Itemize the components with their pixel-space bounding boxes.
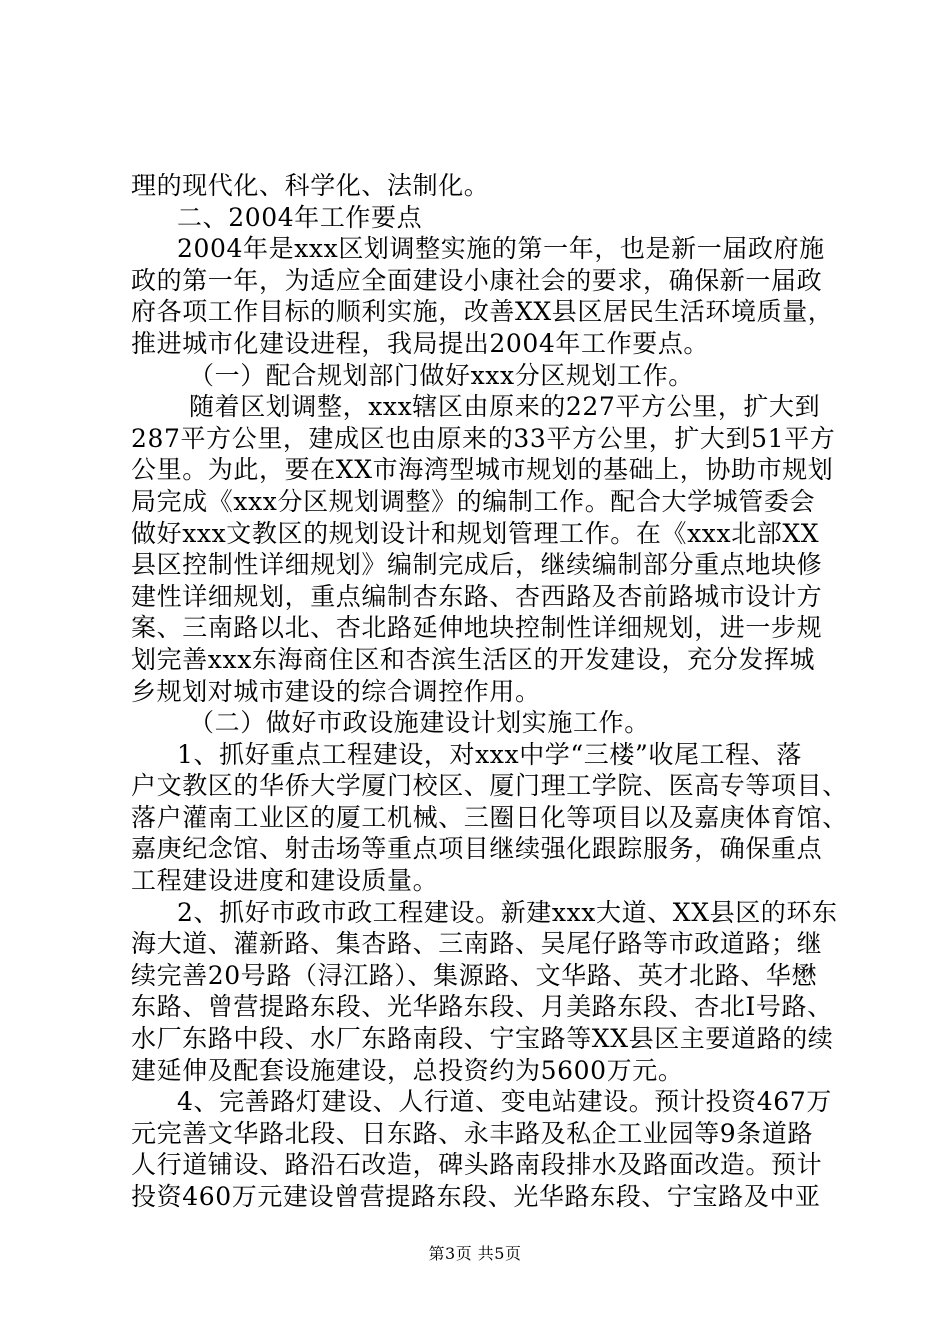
- text-line: 县区控制性详细规划》编制完成后，继续编制部分重点地块修: [131, 550, 823, 580]
- text-line: 政的第一年，为适应全面建设小康社会的要求，确保新一届政: [131, 265, 823, 295]
- text-line: 随着区划调整，xxx辖区由原来的227平方公里，扩大到: [189, 392, 821, 422]
- text-line: 人行道铺设、路沿石改造，碑头路南段排水及路面改造。预计: [131, 1150, 823, 1180]
- text-line: 建性详细规划，重点编制杏东路、杏西路及杏前路城市设计方: [131, 581, 823, 611]
- text-line: 投资460万元建设曾营提路东段、光华路东段、宁宝路及中亚: [131, 1182, 821, 1211]
- text-line: 府各项工作目标的顺利实施，改善XX县区居民生活环境质量，: [131, 297, 834, 327]
- text-line: 工程建设进度和建设质量。: [131, 866, 439, 896]
- page-footer: 第3页 共5页: [428, 1244, 522, 1263]
- text-line: （二）做好市政设施建设计划实施工作。: [189, 708, 650, 738]
- text-line: 嘉庚纪念馆、射击场等重点项目继续强化跟踪服务，确保重点: [131, 834, 823, 864]
- text-line: 水厂东路中段、水厂东路南段、宁宝路等XX县区主要道路的续: [131, 1024, 834, 1054]
- document-body: [131, 170, 848, 1213]
- text-line: 4、完善路灯建设、人行道、变电站建设。预计投资467万: [177, 1087, 832, 1117]
- text-line: 2004年是xxx区划调整实施的第一年，也是新一届政府施: [177, 234, 825, 264]
- text-line: 做好xxx文教区的规划设计和规划管理工作。在《xxx北部XX: [131, 518, 820, 548]
- text-line: 户文教区的华侨大学厦门校区、厦门理工学院、医高专等项目、: [131, 771, 848, 801]
- text-line: 落户灌南工业区的厦工机械、三圈日化等项目以及嘉庚体育馆、: [131, 802, 848, 832]
- text-line: （一）配合规划部门做好xxx分区规划工作。: [189, 360, 694, 390]
- text-line: 2、抓好市政市政工程建设。新建xxx大道、XX县区的环东: [177, 897, 838, 927]
- text-line: 理的现代化、科学化、法制化。: [131, 171, 490, 200]
- text-line: 建延伸及配套设施建设，总投资约为5600万元。: [131, 1055, 684, 1085]
- text-line: 局完成《xxx分区规划调整》的编制工作。配合大学城管委会: [131, 486, 816, 516]
- text-line: 公里。为此，要在XX市海湾型城市规划的基础上，协助市规划: [131, 455, 834, 485]
- text-line: 乡规划对城市建设的综合调控作用。: [131, 676, 541, 706]
- text-line: 推进城市化建设进程，我局提出2004年工作要点。: [131, 328, 710, 358]
- text-line: 二、2004年工作要点: [177, 202, 423, 232]
- text-line: 划完善xxx东海商住区和杏滨生活区的开发建设，充分发挥城: [131, 644, 816, 674]
- text-line: 元完善文华路北段、日东路、永丰路及私企工业园等9条道路: [131, 1118, 814, 1148]
- text-line: 续完善20号路（浔江路）、集源路、文华路、英才北路、华懋: [131, 960, 818, 990]
- text-line: 287平方公里，建成区也由原来的33平方公里，扩大到51平方: [131, 423, 836, 453]
- text-line: 1、抓好重点工程建设，对xxx中学“三楼”收尾工程、落: [177, 739, 802, 769]
- text-line: 案、三南路以北、杏北路延伸地块控制性详细规划，进一步规: [131, 613, 823, 643]
- text-line: 海大道、灌新路、集杏路、三南路、吴尾仔路等市政道路；继: [131, 929, 823, 959]
- text-line: 东路、曾营提路东段、光华路东段、月美路东段、杏北Ⅰ号路、: [131, 992, 833, 1022]
